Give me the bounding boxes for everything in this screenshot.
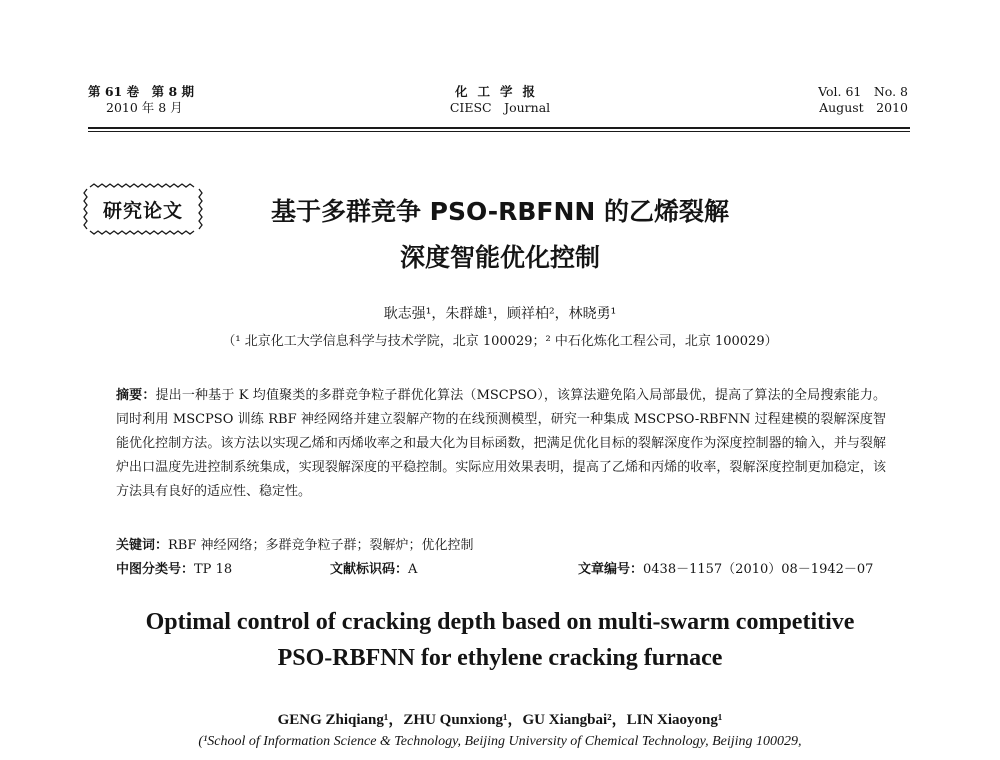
abstract-text: 提出一种基于 K 均值聚类的多群竞争粒子群优化算法（MSCPSO），该算法避免陷入局部最优，提高了算法的全局搜索能力。同时利用 MSCPSO 训练 RBF 神经网络并建立裂解产物的在线预测模型，研究一种集成 MSCPSO-RBFNN 过程建模的裂解深度智能优化控制方法。该方法以实现乙烯和丙烯收率之和最大化为目标函数，把满足优化目标的裂解深度作为深度控制器的输入，并与裂解炉出口温度先进控制系统集成，实现裂解深度的平稳控制。实际应用效果表明，提高了乙烯和丙烯的收率，裂解深度控制更加稳定，该方法具有良好的适应性、稳定性。: [116, 388, 886, 499]
section-badge: [82, 181, 204, 237]
keywords-text: RBF 神经网络；多群竞争粒子群；裂解炉；优化控制: [168, 538, 474, 553]
authors-en: GENG Zhiqiang¹，ZHU Qunxiong¹，GU Xiangbai²，LIN Xiaoyong¹: [277, 712, 723, 728]
keywords-label: 关键词：: [116, 538, 169, 553]
abstract-label: 摘要：: [116, 388, 156, 403]
header-rule-thick: [88, 127, 910, 129]
document-code: [330, 560, 417, 580]
article-number-label: 文章编号：: [578, 562, 644, 577]
clc-label: 中图分类号：: [116, 562, 195, 577]
title-cn-line2: 深度智能优化控制: [399, 243, 600, 272]
clc-number: [116, 560, 232, 580]
affiliation-cn: （¹ 北京化工大学信息科学与技术学院，北京 100029；² 中石化炼化工程公司，北京 100029）: [222, 334, 778, 349]
title-en-line2: PSO-RBFNN for ethylene cracking furnace: [277, 645, 723, 671]
volume-issue-en: Vol. 61 No. 8: [818, 84, 908, 99]
article-number: [578, 560, 873, 580]
journal-name: [420, 84, 580, 116]
clc-value: TP 18: [194, 562, 233, 577]
keywords-cn: [116, 536, 474, 556]
publication-date-cn: 2010 年 8 月: [106, 100, 183, 115]
title-en-line1: Optimal control of cracking depth based on multi-swarm competitive: [145, 609, 855, 635]
doc-code-value: A: [408, 562, 418, 577]
volume-issue: 第 61 卷 第 8 期: [88, 84, 194, 99]
journal-volume-info: [88, 84, 194, 116]
article-number-value: 0438－1157（2010）08－1942－07: [643, 562, 874, 577]
authors-cn: 耿志强¹，朱群雄¹，顾祥柏²，林晓勇¹: [383, 306, 617, 322]
publication-date-en: August 2010: [819, 100, 908, 115]
journal-name-cn: 化工学报: [454, 84, 545, 99]
header-rule-thin: [88, 131, 910, 132]
badge-label: 研究论文: [102, 200, 183, 222]
affiliation-en: (¹School of Information Science & Technology, Beijing University of Chemical Technology, Beijing 100029,: [198, 734, 802, 749]
doc-code-label: 文献标识码：: [330, 562, 409, 577]
abstract-cn: [116, 384, 886, 504]
title-cn-line1: 基于多群竞争 PSO-RBFNN 的乙烯裂解: [270, 197, 730, 226]
journal-name-en: CIESC Journal: [449, 100, 551, 115]
journal-volume-info-en: [818, 84, 908, 116]
